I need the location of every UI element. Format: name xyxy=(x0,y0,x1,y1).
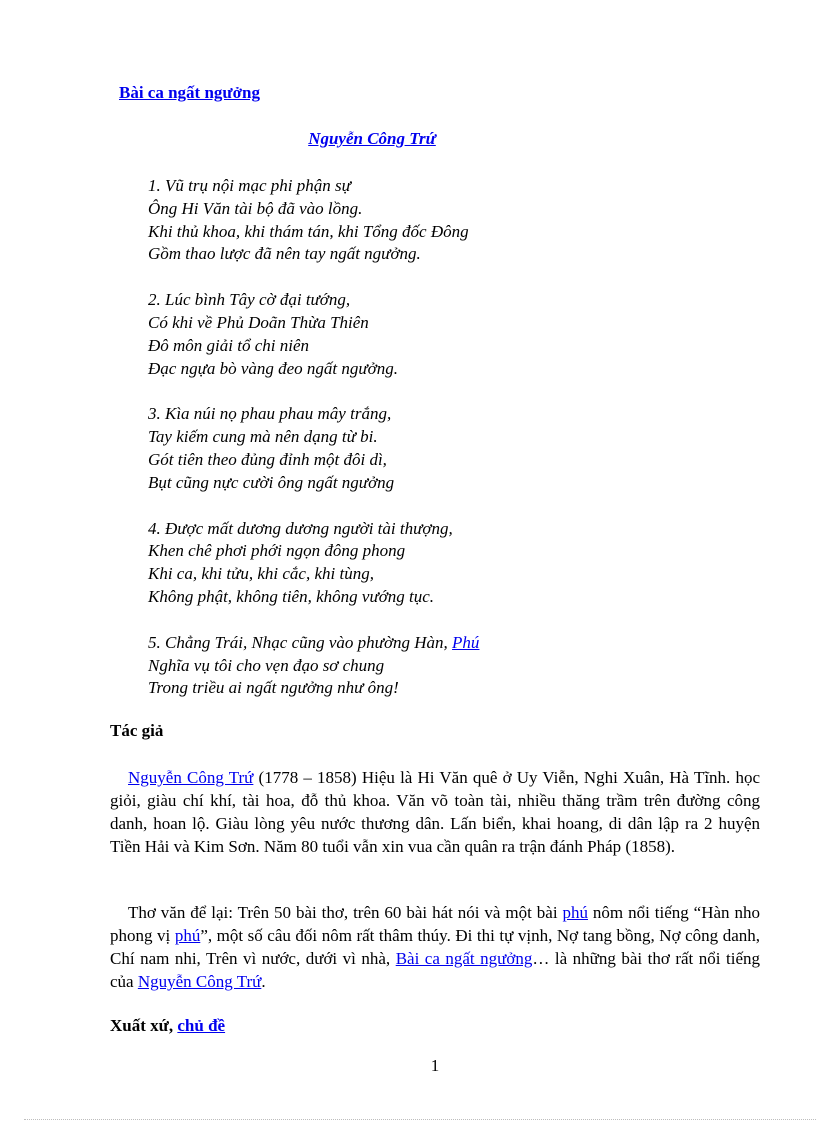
poem-line xyxy=(148,632,479,655)
document-title xyxy=(119,82,260,104)
poem-author xyxy=(0,128,744,150)
phu-link[interactable]: Phú xyxy=(452,632,480,652)
stanza-2 xyxy=(148,289,479,380)
page-number: 1 xyxy=(430,1056,440,1075)
poem-line: 3. Kìa núi nọ phau phau mây trắng, xyxy=(148,404,392,424)
poem-line: 2. Lúc bình Tây cờ đại tướng, xyxy=(148,290,351,310)
author-link[interactable]: Nguyễn Công Trứ xyxy=(308,129,436,148)
works-paragraph xyxy=(110,901,760,993)
poem-line: Không phật, không tiên, không vướng tục. xyxy=(148,586,435,606)
stanza-5 xyxy=(148,632,479,700)
works-text: ”, một số câu đối nôm rất thâm thúy. Đi thi tự vịnh, Nợ tang bồng, Nợ công danh, Chí nam nhi, Trên vì nước, dưới vì nhà, xyxy=(110,926,760,968)
stanza-3 xyxy=(148,403,479,494)
poem-line: 4. Được mất dương dương người tài thượng, xyxy=(148,518,453,538)
author-heading: Tác giả xyxy=(110,721,164,740)
author-bio-paragraph xyxy=(110,766,760,858)
poem-title-link[interactable]: Bài ca ngất ngưởng xyxy=(395,949,533,968)
works-text: … là những bài thơ rất nổi tiếng của xyxy=(110,949,761,991)
works-text: Thơ văn để lại: Trên 50 bài thơ, trên 60 bài hát nói và một bài xyxy=(128,903,563,922)
title-link[interactable]: Bài ca ngất ngưởng xyxy=(119,83,260,102)
author-bio-text: (1778 – 1858) Hiệu là Hi Văn quê ở Uy Viễn, Nghi Xuân, Hà Tĩnh. học giỏi, giàu chí khí, tài hoa, đỗ thủ khoa. Văn võ toàn tài, nhiều thăng trầm trên đường công danh, hoan lộ. Giàu lòng yêu nước thương dân. Lấn biển, khai hoang, di dân lập ra 2 huyện Tiền Hải và Kim Sơn. Năm 80 tuổi vẫn xin vua cần quân ra trận đánh Pháp (1858). xyxy=(110,768,761,856)
poem-line: Gồm thao lược đã nên tay ngất ngưởng. xyxy=(148,244,421,264)
origin-heading xyxy=(110,1015,225,1037)
poem-body xyxy=(148,175,479,723)
phu-link[interactable]: phú xyxy=(562,903,588,922)
poem-line: Bụt cũng nực cười ông ngất ngưởng xyxy=(148,472,395,492)
poem-line: Đô môn giải tổ chi niên xyxy=(148,335,310,355)
origin-heading-text: Xuất xứ, xyxy=(110,1016,178,1035)
works-text: nôm nổi tiếng “Hàn nho phong vị xyxy=(110,903,760,945)
works-text: . xyxy=(261,972,266,991)
stanza-1 xyxy=(148,175,479,266)
poem-line-text: 5. Chẳng Trái, Nhạc cũng vào phường Hàn, xyxy=(148,632,453,652)
theme-link[interactable]: chủ đề xyxy=(177,1016,226,1035)
poem-line: Khi thủ khoa, khi thám tán, khi Tổng đốc Đông xyxy=(148,221,469,241)
author-link[interactable]: Nguyễn Công Trứ xyxy=(137,972,262,991)
phu-link[interactable]: phú xyxy=(174,926,201,945)
poem-line: Đạc ngựa bò vàng đeo ngất ngưởng. xyxy=(148,358,399,378)
stanza-4 xyxy=(148,518,479,609)
poem-line: 1. Vũ trụ nội mạc phi phận sự xyxy=(148,176,351,195)
poem-line: Ông Hi Văn tài bộ đã vào lồng. xyxy=(148,198,363,218)
poem-line: Có khi về Phủ Doãn Thừa Thiên xyxy=(148,312,369,332)
poem-line: Khen chê phơi phới ngọn đông phong xyxy=(148,541,406,561)
poem-line: Trong triều ai ngất ngưởng như ông! xyxy=(148,678,399,698)
poem-line: Tay kiếm cung mà nên dạng từ bi. xyxy=(148,427,378,447)
poem-line: Gót tiên theo đủng đỉnh một đôi dì, xyxy=(148,449,387,469)
page-border-line xyxy=(24,1119,816,1120)
author-bio-link[interactable]: Nguyễn Công Trứ xyxy=(128,768,254,787)
poem-line: Nghĩa vụ tôi cho vẹn đạo sơ chung xyxy=(148,655,385,675)
poem-line: Khi ca, khi tửu, khi cắc, khi tùng, xyxy=(148,564,374,584)
